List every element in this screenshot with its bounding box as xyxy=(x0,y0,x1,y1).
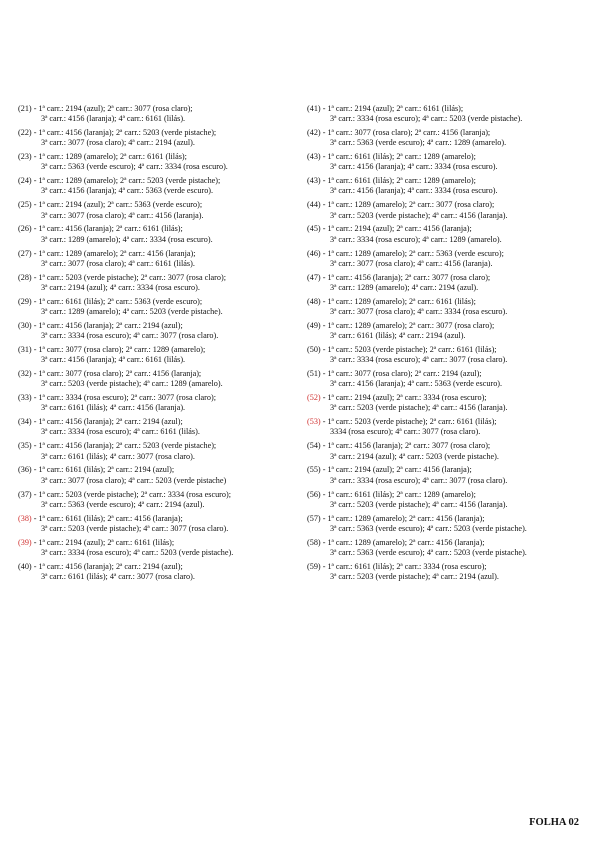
list-item xyxy=(18,176,300,196)
list-item xyxy=(18,200,300,220)
entry-number: (55) xyxy=(307,465,321,475)
entry-text-line1: - 1ª carr.: 1289 (amarelo); 2ª carr.: 4156 (laranja); xyxy=(31,248,196,258)
entry-text-line2: 3ª carr.: 4156 (laranja); 4ª carr.: 5363 (verde escuro). xyxy=(41,186,214,196)
entry-text-line1: - 1ª carr.: 5203 (verde pistache); 2ª carr.: 3334 (rosa escuro); xyxy=(31,489,231,499)
entry-text-line2: 3ª carr.: 5203 (verde pistache); 4ª carr.: 2194 (azul). xyxy=(330,571,499,581)
list-item xyxy=(307,176,589,196)
entry-first-line xyxy=(307,465,589,475)
entry-text-line2: 3ª carr.: 3077 (rosa claro); 4ª carr.: 4156 (laranja). xyxy=(330,258,493,268)
list-item xyxy=(18,441,300,461)
entry-first-line xyxy=(18,393,300,403)
entry-text-line1: - 1ª carr.: 4156 (laranja); 2ª carr.: 3077 (rosa claro); xyxy=(320,272,491,282)
entry-text-line2: 3ª carr.: 4156 (laranja); 4ª carr.: 6161 (lilás). xyxy=(41,355,186,365)
entry-number: (37) xyxy=(18,489,32,499)
entry-first-line xyxy=(307,490,589,500)
entry-text-line1: - 1ª carr.: 4156 (laranja); 2ª carr.: 5203 (verde pistache); xyxy=(31,128,217,138)
list-item xyxy=(18,321,300,341)
entry-first-line xyxy=(18,273,300,283)
entry-text-line1: - 1ª carr.: 5203 (verde pistache); 2ª carr.: 6161 (lilás); xyxy=(320,417,497,427)
entry-first-line xyxy=(307,200,589,210)
entry-first-line xyxy=(18,562,300,572)
list-item xyxy=(307,297,589,317)
entry-number: (27) xyxy=(18,248,32,258)
list-item xyxy=(307,538,589,558)
list-item xyxy=(307,417,589,437)
entry-number: (24) xyxy=(18,176,32,186)
list-item xyxy=(307,200,589,220)
entry-first-line xyxy=(307,104,589,114)
entry-first-line xyxy=(18,128,300,138)
entry-text-line2: 3ª carr.: 5363 (verde escuro); 4ª carr.: 1289 (amarelo). xyxy=(330,138,507,148)
list-item xyxy=(307,562,589,582)
entry-first-line xyxy=(307,176,589,186)
entry-number: (44) xyxy=(307,200,321,210)
entry-text-line2: 3ª carr.: 4156 (laranja); 4ª carr.: 3334 (rosa escuro). xyxy=(330,162,498,172)
entry-number: (47) xyxy=(307,272,321,282)
entry-first-line xyxy=(307,393,589,403)
entry-text-line2: 3ª carr.: 3334 (rosa escuro); 4ª carr.: 1289 (amarelo). xyxy=(330,234,502,244)
entry-first-line xyxy=(18,176,300,186)
list-item xyxy=(307,345,589,365)
list-item xyxy=(18,369,300,389)
entry-number: (43) xyxy=(307,176,321,186)
list-item xyxy=(307,273,589,293)
entry-text-line2: 3ª carr.: 5363 (verde escuro); 4ª carr.: 5203 (verde pistache). xyxy=(330,523,527,533)
entry-number: (45) xyxy=(307,224,321,234)
entry-text-line2: 3ª carr.: 3334 (rosa escuro); 4ª carr.: 6161 (lilás). xyxy=(41,427,200,437)
entry-text-line2: 3ª carr.: 4156 (laranja); 4ª carr.: 5363 (verde escuro). xyxy=(330,379,503,389)
entry-text-line1: - 1ª carr.: 1289 (amarelo); 2ª carr.: 4156 (laranja); xyxy=(320,537,485,547)
entry-text-line1: - 1ª carr.: 2194 (azul); 2ª carr.: 4156 (laranja); xyxy=(320,224,472,234)
list-item xyxy=(307,128,589,148)
entry-first-line xyxy=(307,273,589,283)
entry-text-line2: 3ª carr.: 2194 (azul); 4ª carr.: 3334 (rosa escuro). xyxy=(41,282,200,292)
entry-text-line2: 3ª carr.: 3077 (rosa claro); 4ª carr.: 2194 (azul). xyxy=(41,138,195,148)
entry-text-line1: - 1ª carr.: 4156 (laranja); 2ª carr.: 5203 (verde pistache); xyxy=(31,441,217,451)
list-item xyxy=(18,465,300,485)
entry-number: (51) xyxy=(307,369,321,379)
entry-text-line1: - 1ª carr.: 5203 (verde pistache); 2ª carr.: 6161 (lilás); xyxy=(320,344,497,354)
entry-number: (31) xyxy=(18,344,32,354)
entry-first-line xyxy=(18,249,300,259)
entry-text-line1: - 1ª carr.: 6161 (lilás); 2ª carr.: 2194 (azul); xyxy=(31,465,175,475)
entry-text-line2: 3ª carr.: 5363 (verde escuro); 4ª carr.: 2194 (azul). xyxy=(41,499,205,509)
entry-first-line xyxy=(18,104,300,114)
entry-number: (40) xyxy=(18,561,32,571)
entry-text-line2: 3334 (rosa escuro); 4ª carr.: 3077 (rosa claro). xyxy=(330,427,481,437)
entry-number: (56) xyxy=(307,489,321,499)
entry-text-line2: 3ª carr.: 5203 (verde pistache); 4ª carr.: 4156 (laranja). xyxy=(330,403,508,413)
entry-text-line2: 3ª carr.: 3334 (rosa escuro); 4ª carr.: 5203 (verde pistache). xyxy=(41,547,234,557)
entry-text-line1: - 1ª carr.: 6161 (lilás); 2ª carr.: 1289 (amarelo); xyxy=(320,152,476,162)
entry-number: (28) xyxy=(18,272,32,282)
entry-text-line2: 3ª carr.: 2194 (azul); 4ª carr.: 5203 (verde pistache). xyxy=(330,451,499,461)
list-item xyxy=(18,297,300,317)
entry-text-line1: - 1ª carr.: 2194 (azul); 2ª carr.: 3334 (rosa escuro); xyxy=(320,393,487,403)
list-item xyxy=(18,417,300,437)
entry-first-line xyxy=(307,152,589,162)
entry-number: (32) xyxy=(18,369,32,379)
entry-text-line2: 3ª carr.: 5363 (verde escuro); 4ª carr.: 5203 (verde pistache). xyxy=(330,547,527,557)
entry-number: (33) xyxy=(18,393,32,403)
list-item xyxy=(307,152,589,172)
entry-text-line1: - 1ª carr.: 6161 (lilás); 2ª carr.: 5363 (verde escuro); xyxy=(31,296,203,306)
entry-text-line2: 3ª carr.: 5203 (verde pistache); 4ª carr.: 4156 (laranja). xyxy=(330,210,508,220)
entry-first-line xyxy=(307,128,589,138)
list-item xyxy=(18,490,300,510)
entry-first-line xyxy=(18,538,300,548)
entry-first-line xyxy=(18,321,300,331)
list-item xyxy=(307,224,589,244)
sheet-label: FOLHA 02 xyxy=(529,817,579,828)
entry-first-line xyxy=(18,297,300,307)
entry-text-line1: - 1ª carr.: 1289 (amarelo); 2ª carr.: 3077 (rosa claro); xyxy=(320,320,495,330)
entry-text-line2: 3ª carr.: 3077 (rosa claro); 4ª carr.: 5203 (verde pistache) xyxy=(41,475,227,485)
list-item xyxy=(18,249,300,269)
entry-text-line1: - 1ª carr.: 5203 (verde pistache); 2ª carr.: 3077 (rosa claro); xyxy=(31,272,226,282)
entry-text-line1: - 1ª carr.: 2194 (azul); 2ª carr.: 3077 (rosa claro); xyxy=(31,104,193,113)
entry-text-line2: 3ª carr.: 3077 (rosa claro); 4ª carr.: 3334 (rosa escuro). xyxy=(330,306,508,316)
entry-number: (35) xyxy=(18,441,32,451)
entry-first-line xyxy=(18,490,300,500)
entry-number: (53) xyxy=(307,417,321,427)
list-item xyxy=(307,249,589,269)
entry-number: (43) xyxy=(307,152,321,162)
list-item xyxy=(18,273,300,293)
entry-text-line1: - 1ª carr.: 2194 (azul); 2ª carr.: 4156 (laranja); xyxy=(320,465,472,475)
entry-first-line xyxy=(307,321,589,331)
list-item xyxy=(18,104,300,124)
list-item xyxy=(18,393,300,413)
entry-first-line xyxy=(18,224,300,234)
entry-first-line xyxy=(307,297,589,307)
list-item xyxy=(18,345,300,365)
entry-number: (22) xyxy=(18,128,32,138)
entry-number: (57) xyxy=(307,513,321,523)
entry-text-line2: 3ª carr.: 3334 (rosa escuro); 4ª carr.: 5203 (verde pistache). xyxy=(330,114,523,124)
entry-first-line xyxy=(307,417,589,427)
entry-number: (25) xyxy=(18,200,32,210)
entry-number: (39) xyxy=(18,537,32,547)
entry-number: (54) xyxy=(307,441,321,451)
entry-number: (49) xyxy=(307,320,321,330)
entry-first-line xyxy=(307,345,589,355)
entry-text-line1: - 1ª carr.: 2194 (azul); 2ª carr.: 6161 (lilás); xyxy=(320,104,464,113)
entry-number: (38) xyxy=(18,513,32,523)
entry-text-line2: 3ª carr.: 6161 (lilás); 4ª carr.: 4156 (laranja). xyxy=(41,403,186,413)
entry-text-line2: 3ª carr.: 1289 (amarelo); 4ª carr.: 5203 (verde pistache). xyxy=(41,306,223,316)
entry-text-line1: - 1ª carr.: 4156 (laranja); 2ª carr.: 2194 (azul); xyxy=(31,320,183,330)
entry-number: (52) xyxy=(307,393,321,403)
entry-text-line1: - 1ª carr.: 3077 (rosa claro); 2ª carr.: 1289 (amarelo); xyxy=(31,344,206,354)
entry-first-line xyxy=(18,465,300,475)
entry-text-line2: 3ª carr.: 5203 (verde pistache); 4ª carr.: 4156 (laranja). xyxy=(330,499,508,509)
entry-number: (59) xyxy=(307,561,321,571)
entry-text-line1: - 1ª carr.: 3334 (rosa escuro); 2ª carr.: 3077 (rosa claro); xyxy=(31,393,216,403)
list-item xyxy=(307,465,589,485)
left-column xyxy=(18,104,300,586)
list-item xyxy=(307,490,589,510)
list-item xyxy=(307,393,589,413)
entry-number: (30) xyxy=(18,320,32,330)
entry-number: (36) xyxy=(18,465,32,475)
entry-text-line2: 3ª carr.: 3077 (rosa claro); 4ª carr.: 6161 (lilás). xyxy=(41,258,195,268)
list-item xyxy=(307,321,589,341)
entry-first-line xyxy=(18,441,300,451)
list-item xyxy=(18,224,300,244)
entry-text-line2: 3ª carr.: 3077 (rosa claro); 4ª carr.: 4156 (laranja). xyxy=(41,210,204,220)
entry-first-line xyxy=(307,224,589,234)
entry-text-line1: - 1ª carr.: 4156 (laranja); 2ª carr.: 2194 (azul); xyxy=(31,561,183,571)
entry-text-line2: 3ª carr.: 3334 (rosa escuro); 4ª carr.: 3077 (rosa claro). xyxy=(41,331,219,341)
entry-number: (26) xyxy=(18,224,32,234)
entry-text-line1: - 1ª carr.: 3077 (rosa claro); 2ª carr.: 4156 (laranja); xyxy=(320,128,491,138)
entry-text-line2: 3ª carr.: 4156 (laranja); 4ª carr.: 3334 (rosa escuro). xyxy=(330,186,498,196)
entry-text-line1: - 1ª carr.: 3077 (rosa claro); 2ª carr.: 4156 (laranja); xyxy=(31,369,202,379)
entry-number: (41) xyxy=(307,104,321,113)
entry-first-line xyxy=(307,514,589,524)
entry-first-line xyxy=(18,345,300,355)
entry-text-line1: - 1ª carr.: 1289 (amarelo); 2ª carr.: 5363 (verde escuro); xyxy=(320,248,504,258)
entry-text-line1: - 1ª carr.: 4156 (laranja); 2ª carr.: 6161 (lilás); xyxy=(31,224,183,234)
entry-text-line2: 3ª carr.: 3334 (rosa escuro); 4ª carr.: 3077 (rosa claro). xyxy=(330,475,508,485)
list-item xyxy=(18,514,300,534)
entry-text-line1: - 1ª carr.: 6161 (lilás); 2ª carr.: 3334 (rosa escuro); xyxy=(320,561,487,571)
entry-text-line1: - 1ª carr.: 2194 (azul); 2ª carr.: 5363 (verde escuro); xyxy=(31,200,203,210)
entry-text-line1: - 1ª carr.: 1289 (amarelo); 2ª carr.: 5203 (verde pistache); xyxy=(31,176,221,186)
list-item xyxy=(18,538,300,558)
entry-text-line2: 3ª carr.: 6161 (lilás); 4ª carr.: 3077 (rosa claro). xyxy=(41,571,195,581)
entry-text-line1: - 1ª carr.: 1289 (amarelo); 2ª carr.: 6161 (lilás); xyxy=(31,152,187,162)
entry-text-line1: - 1ª carr.: 4156 (laranja); 2ª carr.: 3077 (rosa claro); xyxy=(320,441,491,451)
list-item xyxy=(18,128,300,148)
entry-number: (58) xyxy=(307,537,321,547)
entry-first-line xyxy=(18,514,300,524)
entry-text-line2: 3ª carr.: 6161 (lilás); 4ª carr.: 3077 (rosa claro). xyxy=(41,451,195,461)
entry-number: (42) xyxy=(307,128,321,138)
list-item xyxy=(307,514,589,534)
entry-text-line2: 3ª carr.: 6161 (lilás); 4ª carr.: 2194 (azul). xyxy=(330,331,466,341)
entry-first-line xyxy=(307,562,589,572)
entry-number: (50) xyxy=(307,344,321,354)
entry-text-line1: - 1ª carr.: 1289 (amarelo); 2ª carr.: 4156 (laranja); xyxy=(320,513,485,523)
entry-text-line1: - 1ª carr.: 2194 (azul); 2ª carr.: 6161 (lilás); xyxy=(31,537,175,547)
entry-text-line2: 3ª carr.: 4156 (laranja); 4ª carr.: 6161 (lilás). xyxy=(41,114,186,124)
entry-number: (21) xyxy=(18,104,32,113)
entry-text-line1: - 1ª carr.: 1289 (amarelo); 2ª carr.: 6161 (lilás); xyxy=(320,296,476,306)
entry-number: (48) xyxy=(307,296,321,306)
entry-text-line2: 3ª carr.: 3334 (rosa escuro); 4ª carr.: 3077 (rosa claro). xyxy=(330,355,508,365)
entry-text-line1: - 1ª carr.: 6161 (lilás); 2ª carr.: 1289 (amarelo); xyxy=(320,489,476,499)
entry-text-line2: 3ª carr.: 1289 (amarelo); 4ª carr.: 3334 (rosa escuro). xyxy=(41,234,213,244)
entry-first-line xyxy=(307,369,589,379)
entry-first-line xyxy=(18,200,300,210)
entry-text-line2: 3ª carr.: 1289 (amarelo); 4ª carr.: 2194 (azul). xyxy=(330,282,479,292)
entry-number: (23) xyxy=(18,152,32,162)
entry-number: (46) xyxy=(307,248,321,258)
entry-text-line2: 3ª carr.: 5363 (verde escuro); 4ª carr.: 3334 (rosa escuro). xyxy=(41,162,228,172)
entry-first-line xyxy=(18,369,300,379)
entry-text-line1: - 1ª carr.: 4156 (laranja); 2ª carr.: 2194 (azul); xyxy=(31,417,183,427)
list-item xyxy=(307,441,589,461)
entry-first-line xyxy=(307,538,589,548)
entry-text-line1: - 1ª carr.: 6161 (lilás); 2ª carr.: 4156 (laranja); xyxy=(31,513,183,523)
entry-first-line xyxy=(307,249,589,259)
entry-first-line xyxy=(18,152,300,162)
list-item xyxy=(307,104,589,124)
entry-text-line1: - 1ª carr.: 6161 (lilás); 2ª carr.: 1289 (amarelo); xyxy=(320,176,476,186)
entry-text-line2: 3ª carr.: 5203 (verde pistache); 4ª carr.: 3077 (rosa claro). xyxy=(41,523,229,533)
entry-text-line1: - 1ª carr.: 3077 (rosa claro); 2ª carr.: 2194 (azul); xyxy=(320,369,482,379)
entry-text-line2: 3ª carr.: 5203 (verde pistache); 4ª carr.: 1289 (amarelo). xyxy=(41,379,223,389)
list-item xyxy=(18,562,300,582)
list-item xyxy=(18,152,300,172)
entry-text-line1: - 1ª carr.: 1289 (amarelo); 2ª carr.: 3077 (rosa claro); xyxy=(320,200,495,210)
list-item xyxy=(307,369,589,389)
entry-first-line xyxy=(18,417,300,427)
entry-number: (29) xyxy=(18,296,32,306)
entry-number: (34) xyxy=(18,417,32,427)
right-column xyxy=(307,104,589,586)
entry-first-line xyxy=(307,441,589,451)
